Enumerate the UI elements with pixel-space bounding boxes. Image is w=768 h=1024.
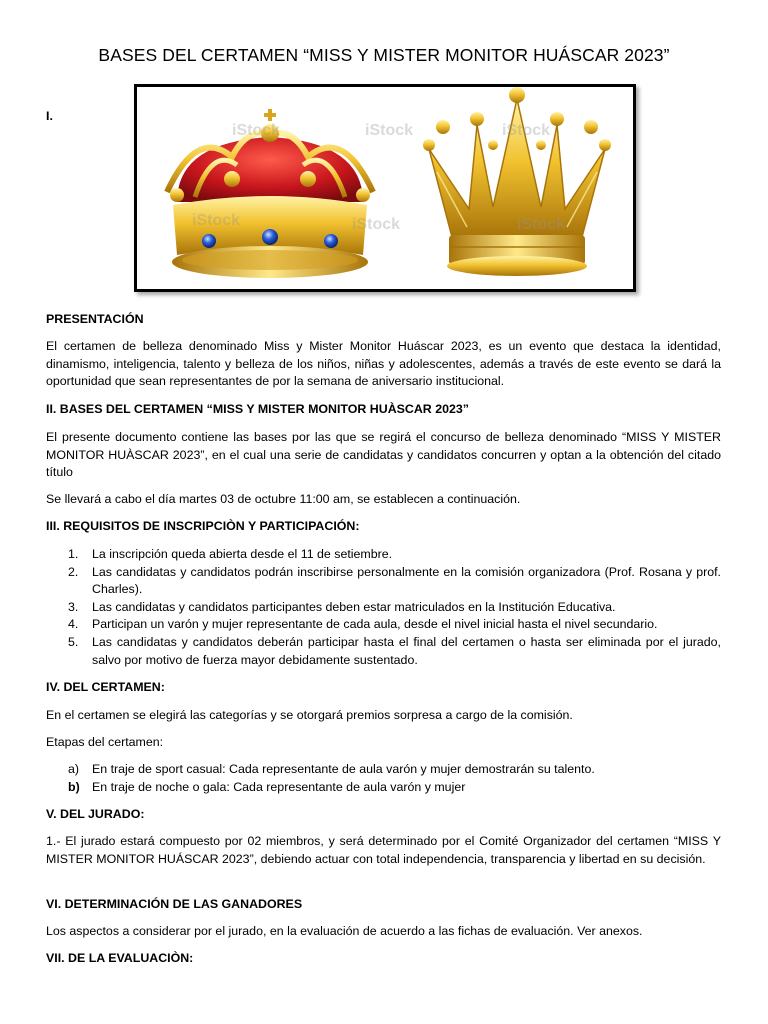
presentation-text: El certamen de belleza denominado Miss y Mister Monitor Huáscar 2023, es un evento que destaca la identidad, dinamismo, inteligencia, talento y belleza de los niños, niñas y adolescentes, además a través de este evento se dará la oportunidad que sean representantes de por la semana de aniversario institucional.	[46, 339, 721, 389]
section-ii-paragraph-1: El presente documento contiene las bases por las que se regirá el concurso de belleza denominado “MISS Y MISTER MONITOR HUÀSCAR 2023”, en el cual una serie de candidatas y candidatos concurren y optan a la obtención del citado título	[46, 430, 721, 480]
section-v-heading: V. DEL JURADO:	[46, 807, 145, 821]
list-item: 5. Las candidatas y candidatos deberán participar hasta el final del certamen o hasta ser eliminada por el jurado, salvo por motivo de fuerza mayor debidamente sustentado.	[68, 634, 721, 667]
gold-crown-icon	[423, 87, 611, 276]
stages-list	[46, 761, 721, 796]
section-i-label: I.	[46, 109, 53, 123]
section-ii-paragraph-2: Se llevará a cabo el día martes 03 de octubre 11:00 am, se establecen a continuación.	[46, 492, 521, 506]
section-vi-paragraph-1: Los aspectos a considerar por el jurado, en la evaluación de acuerdo a las fichas de evaluación. Ver anexos.	[46, 924, 643, 938]
section-iii-heading: III. REQUISITOS DE INSCRIPCIÒN Y PARTICIPACIÓN:	[46, 519, 360, 533]
requirements-list	[46, 546, 721, 669]
section-v-paragraph-1: 1.- El jurado estará compuesto por 02 miembros, y será determinado por el Comité Organizador del certamen “MISS Y MISTER MONITOR HUÁSCAR 2023”, debiendo actuar con total independencia, transparencia y libertad en su decisión.	[46, 834, 721, 866]
list-item: 4. Participan un varón y mujer representante de cada aula, desde el nivel inicial hasta el nivel secundario.	[68, 617, 658, 632]
watermark-4: iStock	[192, 212, 241, 229]
section-iv-paragraph-1: En el certamen se elegirá las categorías y se otorgará premios sorpresa a cargo de la comisión.	[46, 708, 573, 722]
document-title: BASES DEL CERTAMEN “MISS Y MISTER MONITOR HUÁSCAR 2023”	[98, 45, 670, 65]
list-item: b) En traje de noche o gala: Cada representante de aula varón y mujer	[68, 779, 466, 794]
section-iv-heading: IV. DEL CERTAMEN:	[46, 680, 165, 694]
watermark-5: iStock	[352, 216, 401, 233]
watermark-3: iStock	[502, 122, 551, 139]
crowns-illustration	[137, 87, 633, 289]
list-item: 1. La inscripción queda abierta desde el 11 de setiembre.	[68, 547, 393, 561]
watermark-1: iStock	[232, 122, 281, 139]
section-vi-heading: VI. DETERMINACIÓN DE LAS GANADORES	[46, 897, 303, 911]
watermark-6: iStock	[517, 216, 566, 233]
list-item: 3. Las candidatas y candidatos participantes deben estar matriculados en la Institución Educativa.	[68, 599, 616, 614]
list-item: a) En traje de sport casual: Cada representante de aula varón y mujer demostrarán su talento.	[68, 762, 595, 776]
section-vii-heading: VII. DE LA EVALUACIÒN:	[46, 951, 194, 965]
watermark-2: iStock	[365, 122, 414, 139]
crowns-image	[134, 84, 636, 292]
section-ii-heading: II. BASES DEL CERTAMEN “MISS Y MISTER MONITOR HUÀSCAR 2023”	[46, 402, 469, 416]
list-item: 2. Las candidatas y candidatos podrán inscribirse personalmente en la comisión organizadora (Prof. Rosana y prof. Charles).	[68, 564, 721, 597]
presentation-heading: PRESENTACIÓN	[46, 312, 144, 326]
section-iv-paragraph-2: Etapas del certamen:	[46, 735, 164, 749]
